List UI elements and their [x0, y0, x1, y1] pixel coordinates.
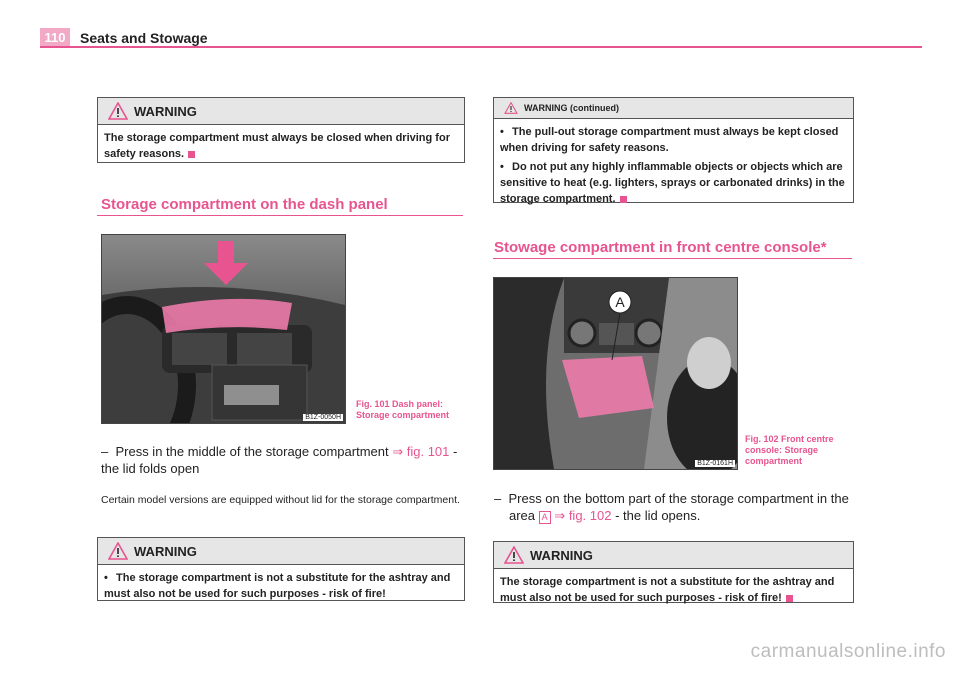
figure-code: B1Z-0050H	[305, 414, 341, 421]
running-title: Seats and Stowage	[80, 30, 208, 46]
dashboard-illustration	[102, 235, 345, 423]
section-rule	[97, 215, 463, 216]
warning-triangle-icon	[504, 546, 524, 564]
section-title-centre-console: Stowage compartment in front centre console*	[494, 239, 827, 256]
warning-header	[494, 542, 853, 569]
figure-102-photo	[493, 277, 738, 470]
warning-text: The storage compartment must always be closed when driving for safety reasons.	[104, 132, 450, 160]
warning-title: WARNING	[134, 103, 197, 119]
centre-console-illustration	[494, 278, 737, 469]
instruction-step-1: – Press in the middle of the storage compartment ⇒ fig. 101 - the lid folds open	[101, 444, 458, 476]
figure-link-102[interactable]: ⇒ fig. 102	[554, 508, 612, 523]
warning-box-closed	[97, 97, 465, 163]
callout-a-reference: A	[539, 511, 551, 524]
instruction-step-2: – Press on the bottom part of the storage compartment in the area A ⇒ fig. 102 - the lid opens.	[494, 491, 849, 523]
warning-bullet-1: • The pull-out storage compartment must always be kept closed when driving for safety reasons.	[500, 126, 839, 154]
warning-title: WARNING	[530, 547, 593, 563]
figure-link-101[interactable]: ⇒ fig. 101	[392, 444, 450, 459]
warning-triangle-icon	[108, 542, 128, 560]
warning-header	[494, 98, 853, 119]
warning-text: The storage compartment is not a substitute for the ashtray and must also not be used for such purposes - risk of fire!	[500, 576, 835, 604]
warning-bullet-2: • Do not put any highly inflammable objects or objects which are sensitive to heat (e.g. lighters, sprays or carbonated drinks) in the storage compartment.	[500, 161, 845, 205]
warning-triangle-icon	[108, 102, 128, 120]
figure-102-caption: Fig. 102 Front centre console: Storage compartment	[745, 434, 834, 466]
header-rule	[40, 46, 922, 48]
note-text: Certain model versions are equipped without lid for the storage compartment.	[101, 494, 460, 506]
callout-a-label: A	[615, 294, 625, 310]
end-mark-icon	[620, 196, 627, 203]
warning-box-ashtray: WARNING • The storage compartment is not a substitute for the ashtray and must also not be used for such purposes - risk of fire!	[97, 537, 465, 601]
warning-header	[98, 98, 464, 125]
figure-101-caption: Fig. 101 Dash panel: Storage compartment	[356, 399, 450, 420]
warning-header	[98, 538, 464, 565]
warning-title: WARNING	[134, 543, 197, 559]
section-title-dash-panel: Storage compartment on the dash panel	[101, 196, 388, 213]
warning-triangle-icon	[504, 102, 518, 114]
section-rule	[493, 258, 852, 259]
page-number: 110	[40, 28, 70, 48]
warning-box-ashtray-2	[493, 541, 854, 603]
warning-title: WARNING (continued)	[524, 103, 619, 113]
end-mark-icon	[188, 151, 195, 158]
figure-code: B1Z-0161H	[697, 460, 733, 467]
watermark: carmanualsonline.info	[750, 641, 946, 662]
end-mark-icon	[786, 595, 793, 602]
warning-text: The storage compartment is not a substitute for the ashtray and must also not be used for such purposes - risk of fire!	[104, 572, 451, 600]
warning-box-continued	[493, 97, 854, 203]
figure-101-photo	[101, 234, 346, 424]
